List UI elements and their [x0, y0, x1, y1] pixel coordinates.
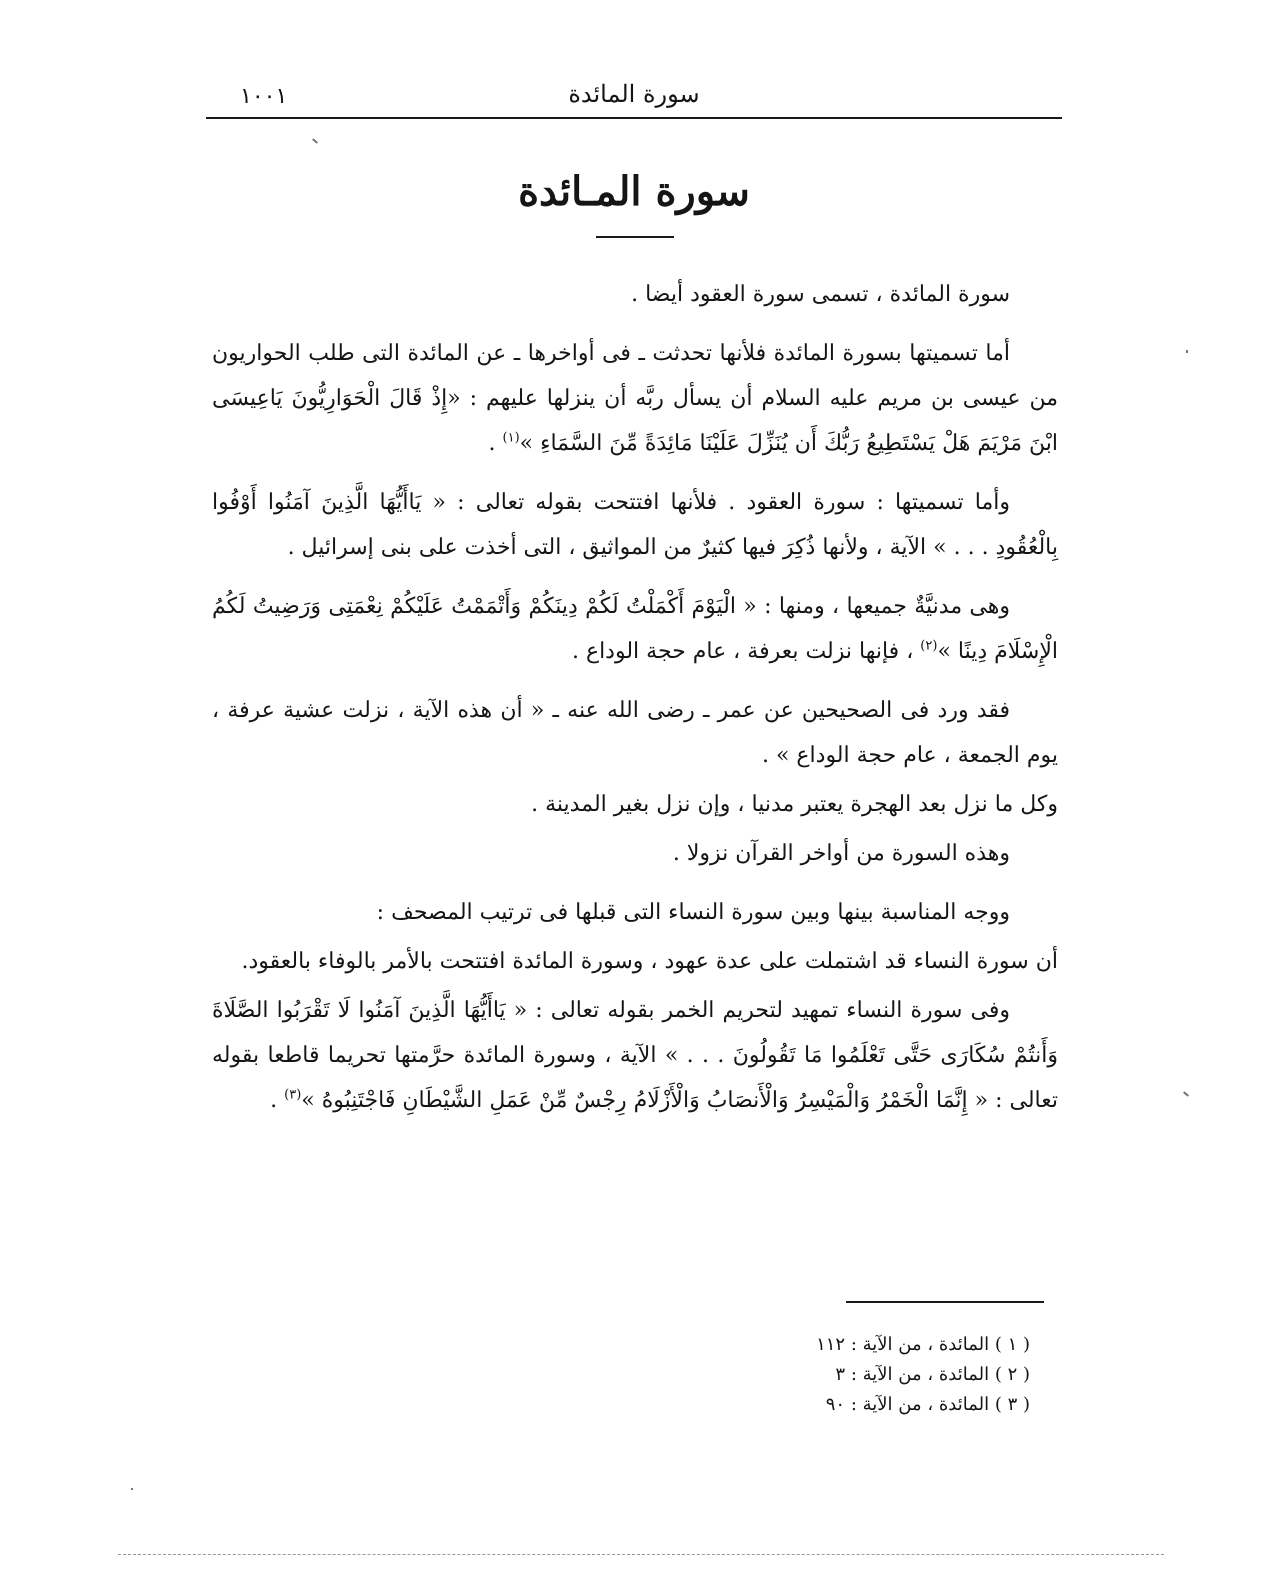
paragraph [212, 782, 1058, 827]
paragraph-text: ووجه المناسبة بينها وبين سورة النساء التى قبلها فى ترتيب المصحف : [376, 900, 1010, 925]
paragraph-text: وأما تسميتها : سورة العقود . فلأنها افتتحت بقوله تعالى : « يَاأَيُّهَا الَّذِينَ آمَنُوا أَوْفُوا بِالْعُقُودِ . . . » الآية ، ولأنها ذُكِرَ فيها كثيرٌ من المواثيق ، التى أخذت على بنى إسرائيل . [212, 490, 1058, 560]
footnote-3: ( ٣ ) المائدة ، من الآية : ٩٠ [825, 1394, 1030, 1415]
paragraph [212, 480, 1058, 570]
paragraph [212, 939, 1058, 984]
header-rule [206, 117, 1062, 119]
scan-speck [131, 1488, 133, 1490]
paragraph-text: أن سورة النساء قد اشتملت على عدة عهود ، وسورة المائدة افتتحت بالأمر بالوفاء بالعقود. [241, 949, 1058, 974]
paragraph [212, 331, 1058, 466]
paragraph [212, 584, 1058, 674]
footnote-marker: (٢) [920, 638, 938, 654]
scan-speck [312, 138, 318, 143]
paragraph-text: وكل ما نزل بعد الهجرة يعتبر مدنيا ، وإن نزل بغير المدينة . [531, 792, 1058, 817]
paragraph-text: سورة المائدة ، تسمى سورة العقود أيضا . [631, 282, 1010, 307]
paragraph [212, 890, 1058, 935]
page-number: ١٠٠١ [240, 84, 288, 109]
paragraph-text: وفى سورة النساء تمهيد لتحريم الخمر بقوله تعالى : « يَاأَيُّهَا الَّذِينَ آمَنُوا لَا تَقْرَبُوا الصَّلَاةَ وَأَنتُمْ سُكَارَى حَتَّى تَعْلَمُوا مَا تَقُولُونَ . . . » الآية ، وسورة المائدة حرَّمتها تحريما قاطعا بقوله تعالى : « إِنَّمَا الْخَمْرُ وَالْمَيْسِرُ وَالْأَنصَابُ وَالْأَزْلَامُ رِجْسٌ مِّنْ عَمَلِ الشَّيْطَانِ فَاجْتَنِبُوهُ » [212, 998, 1058, 1113]
footnote-1: ( ١ ) المائدة ، من الآية : ١١٢ [816, 1334, 1030, 1355]
paragraph-text: . [270, 1088, 285, 1113]
paragraph [212, 831, 1058, 876]
footnote-rule [846, 1301, 1044, 1303]
paragraph [212, 688, 1058, 778]
paragraph-text: وهذه السورة من أواخر القرآن نزولا . [672, 841, 1010, 866]
paragraph-text: أما تسميتها بسورة المائدة فلأنها تحدثت ـ فى أواخرها ـ عن المائدة التى طلب الحواريون من عيسى بن مريم عليه السلام أن يسأل ربَّه أن ينزلها عليهم : «إِذْ قَالَ الْحَوَارِيُّونَ يَاعِيسَى ابْنَ مَرْيَمَ هَلْ يَسْتَطِيعُ رَبُّكَ أَن يُنَزِّلَ عَلَيْنَا مَائِدَةً مِّنَ السَّمَاءِ » [212, 341, 1058, 456]
paragraph-text: ، فإنها نزلت بعرفة ، عام حجة الوداع . [571, 639, 921, 664]
running-header [208, 80, 1060, 114]
paragraph-text: وهى مدنيَّةٌ جميعها ، ومنها : « الْيَوْمَ أَكْمَلْتُ لَكُمْ دِينَكُمْ وَأَتْمَمْتُ عَلَيْكُمْ نِعْمَتِى وَرَضِيتُ لَكُمُ الْإِسْلَامَ دِينًا » [212, 594, 1058, 664]
footnote-marker: (٣) [284, 1087, 302, 1103]
chapter-title: سورة المـائدة [518, 168, 750, 215]
footnotes [650, 1330, 1030, 1420]
scan-speck [1183, 1091, 1189, 1096]
body-text [212, 272, 1058, 1137]
running-title: سورة المائدة [568, 80, 700, 108]
paragraph [212, 272, 1058, 317]
scan-speck [1186, 350, 1188, 353]
paragraph-text: . [488, 431, 503, 456]
paragraph [212, 988, 1058, 1123]
paragraph-text: فقد ورد فى الصحيحين عن عمر ـ رضى الله عنه ـ « أن هذه الآية ، نزلت عشية عرفة ، يوم الجمعة ، عام حجة الوداع » . [212, 698, 1058, 768]
footnote-2: ( ٢ ) المائدة ، من الآية : ٣ [835, 1364, 1030, 1385]
scan-edge-line [118, 1554, 1164, 1555]
footnote-marker: (١) [502, 430, 520, 446]
title-underline [596, 236, 674, 238]
